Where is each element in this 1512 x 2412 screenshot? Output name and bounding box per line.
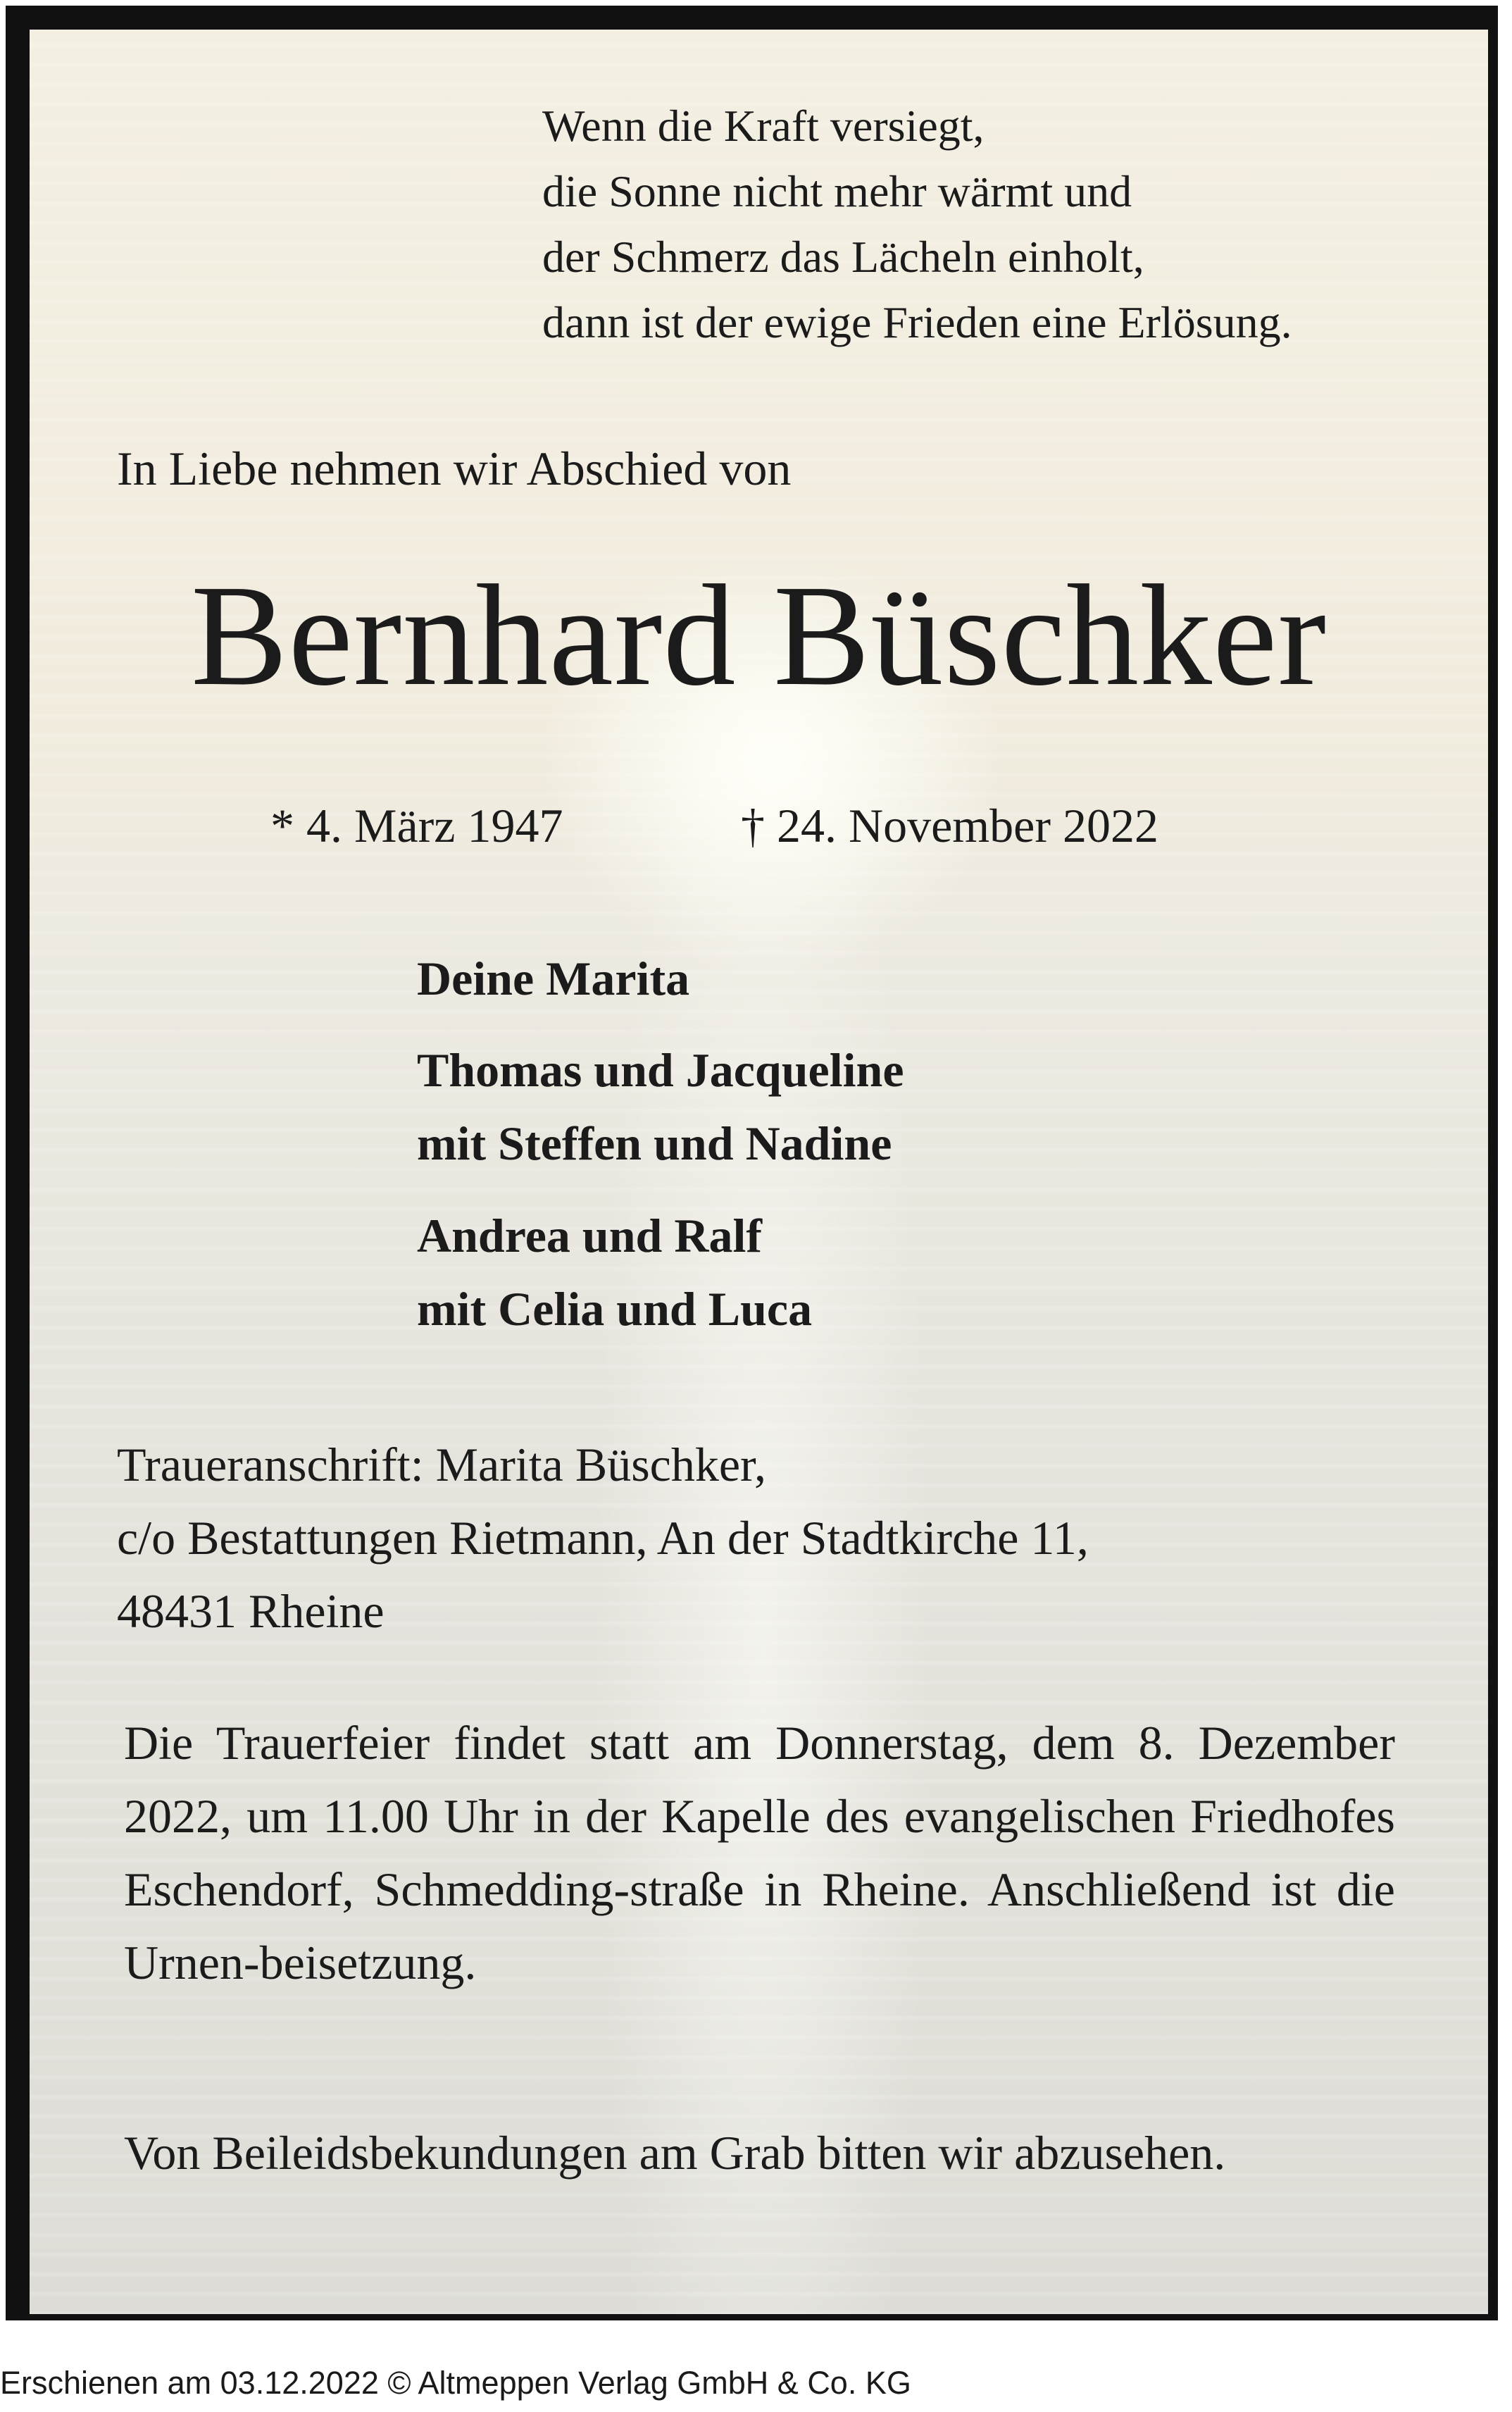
condolence-request: Von Beileidsbekundungen am Grab bitten wir abzusehen.	[124, 2126, 1226, 2180]
publication-footer: Erschienen am 03.12.2022 © Altmeppen Verlag GmbH & Co. KG	[0, 2365, 911, 2401]
obituary-frame	[6, 6, 1498, 2320]
mourning-address: Traueranschrift: Marita Büschker, c/o Bestattungen Rietmann, An der Stadtkirche 11, 48431 Rheine	[117, 1438, 1089, 1638]
mourner-group-3: Andrea und Ralf mit Celia und Luca	[417, 1209, 813, 1336]
birth-date: * 4. März 1947	[270, 799, 563, 852]
intro-line: In Liebe nehmen wir Abschied von	[117, 442, 792, 495]
obituary-panel	[30, 30, 1488, 2314]
mourner-group-1: Deine Marita	[417, 952, 690, 1005]
deceased-name: Bernhard Büschker	[191, 554, 1327, 716]
poem-verse: Wenn die Kraft versiegt, die Sonne nicht mehr wärmt und der Schmerz das Lächeln einholt, dann ist der ewige Frieden eine Erlösung.	[542, 101, 1292, 347]
mourner-group-2: Thomas und Jacqueline mit Steffen und Nadine	[417, 1043, 904, 1170]
death-date: † 24. November 2022	[741, 799, 1159, 852]
funeral-service-details: Die Trauerfeier findet statt am Donnerstag, dem 8. Dezember 2022, um 11.00 Uhr in der Kapelle des evangelischen Friedhofes Eschendorf, Schmedding-straße in Rheine. Anschließend ist die Urnen-beisetzung.	[124, 1716, 1395, 1989]
